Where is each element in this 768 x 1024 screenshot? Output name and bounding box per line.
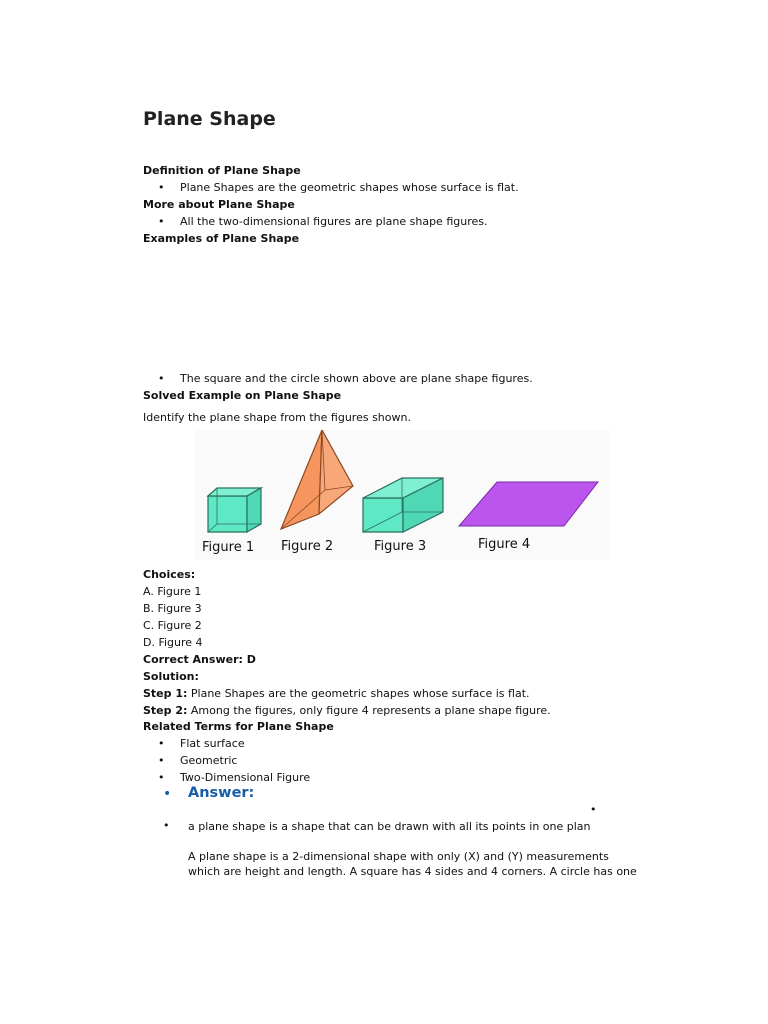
step-1-text: Plane Shapes are the geometric shapes whose surface is flat. [187,687,530,700]
examples-heading: Examples of Plane Shape [143,232,300,245]
correct-answer: Correct Answer: D [143,653,256,666]
step-1 [143,687,530,700]
choice-d: D. Figure 4 [143,636,203,649]
step-2-label: Step 2: [143,704,188,717]
choices-heading: Choices: [143,568,196,581]
definition-heading: Definition of Plane Shape [143,164,301,177]
more-heading: More about Plane Shape [143,198,295,211]
figure-label-1: Figure 1 [202,540,255,555]
figure-label-2: Figure 2 [281,539,334,554]
answer-paragraph-line-2: which are height and length. A square has 4 sides and 4 corners. A circle has one [188,865,637,878]
page-title: Plane Shape [143,108,276,130]
figure-label-3: Figure 3 [374,539,427,554]
examples-bullet: • The square and the circle shown above are plane shape figures. [180,372,533,385]
more-bullet: • All the two-dimensional figures are plane shape figures. [180,215,487,228]
choice-b: B. Figure 3 [143,602,202,615]
step-2 [143,704,551,717]
solved-question: Identify the plane shape from the figures shown. [143,411,411,424]
cube-figure [208,488,261,532]
step-2-text: Among the figures, only figure 4 represents a plane shape figure. [187,704,551,717]
related-item-two-dimensional: • Two-Dimensional Figure [180,771,310,784]
solved-heading: Solved Example on Plane Shape [143,389,342,402]
answer-line-1: a plane shape is a shape that can be drawn with all its points in one plan [188,820,591,833]
step-1-label: Step 1: [143,687,188,700]
answer-bullet: • [163,786,172,802]
definition-bullet: • Plane Shapes are the geometric shapes whose surface is flat. [180,181,519,194]
answer-line-bullet: • [163,819,170,832]
related-heading: Related Terms for Plane Shape [143,720,334,733]
figure-label-4: Figure 4 [478,537,531,552]
figures-illustration [195,430,610,560]
answer-paragraph-line-1: A plane shape is a 2-dimensional shape with only (X) and (Y) measurements [188,850,609,863]
choice-a: A. Figure 1 [143,585,202,598]
choice-c: C. Figure 2 [143,619,202,632]
related-item-flat-surface: • Flat surface [180,737,245,750]
solution-heading: Solution: [143,670,199,683]
answer-label: Answer: [188,785,255,801]
stray-bullet: • [590,803,597,816]
related-item-geometric: • Geometric [180,754,237,767]
